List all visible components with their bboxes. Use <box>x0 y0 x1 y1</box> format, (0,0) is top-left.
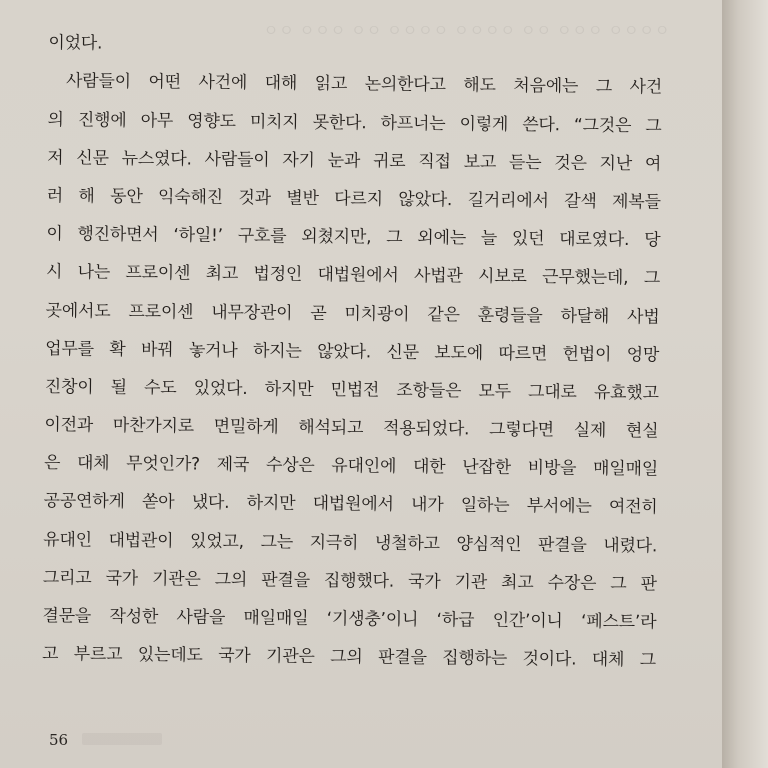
text-line: 의 진행에 아무 영향도 미치지 못한다. 하프너는 이렇게 쓴다. “그것은 그 <box>47 109 662 136</box>
page-number: 56 <box>49 731 69 749</box>
text-line: 시 나는 프로이센 최고 법정인 대법원에서 사법관 시보로 근무했는데, 그 <box>45 262 661 289</box>
body-text <box>42 0 663 680</box>
page-stack-edge <box>722 0 768 768</box>
text-line: 공공연하게 쏟아 냈다. 하지만 대법원에서 내가 일하는 부서에는 여전히 <box>43 491 658 518</box>
text-line: 업무를 확 바꿔 놓거나 하지는 않았다. 신문 보도에 따르면 헌법이 엉망 <box>45 338 660 366</box>
show-through-text: ㅇㅇㅇㅇ ㅇㅇㅇ ㅇㅇ ㅇㅇㅇㅇ ㅇㅇㅇㅇ ㅇㅇ ㅇㅇㅇ ㅇㅇ <box>263 21 670 38</box>
text-line: 곳에서도 프로이센 내무장관이 곧 미치광이 같은 훈령들을 하달해 사법 <box>45 300 660 327</box>
text-line: 진창이 될 수도 있었다. 하지만 민법전 조항들은 모두 그대로 유효했고 <box>44 376 659 404</box>
text-line: 결문을 작성한 사람을 매일매일 ‘기생충’이니 ‘하급 인간’이니 ‘페스트’라 <box>42 605 657 633</box>
text-line: 이전과 마찬가지로 면밀하게 해석되고 적용되었다. 그렇다면 실제 현실 <box>44 415 659 442</box>
text-line: 러 해 동안 익숙해진 것과 별반 다르지 않았다. 길거리에서 갈색 제복들 <box>46 185 661 213</box>
text-line: 사람들이 어떤 사건에 대해 읽고 논의한다고 해도 처음에는 그 사건 <box>65 71 663 98</box>
text-line: 고 부르고 있는데도 국가 기관은 그의 판결을 집행하는 것이다. 대체 그 <box>41 644 657 671</box>
faded-running-footer <box>82 733 162 745</box>
text-line: 유대인 대법관이 있었고, 그는 지극히 냉철하고 양심적인 판결을 내렸다. <box>43 529 658 557</box>
text-line: 은 대체 무엇인가? 제국 수상은 유대인에 대한 난잡한 비방을 매일매일 <box>43 453 659 480</box>
text-line: 그리고 국가 기관은 그의 판결을 집행했다. 국가 기관 최고 수장은 그 판 <box>42 567 657 595</box>
text-line: 이 행진하면서 ‘하일!’ 구호를 외쳤지만, 그 외에는 늘 있던 대로였다. 당 <box>46 224 661 251</box>
text-line: 저 신문 뉴스였다. 사람들이 자기 눈과 귀로 직접 보고 듣는 것은 지난 여 <box>47 147 662 175</box>
text-line: 이었다. <box>48 33 103 54</box>
